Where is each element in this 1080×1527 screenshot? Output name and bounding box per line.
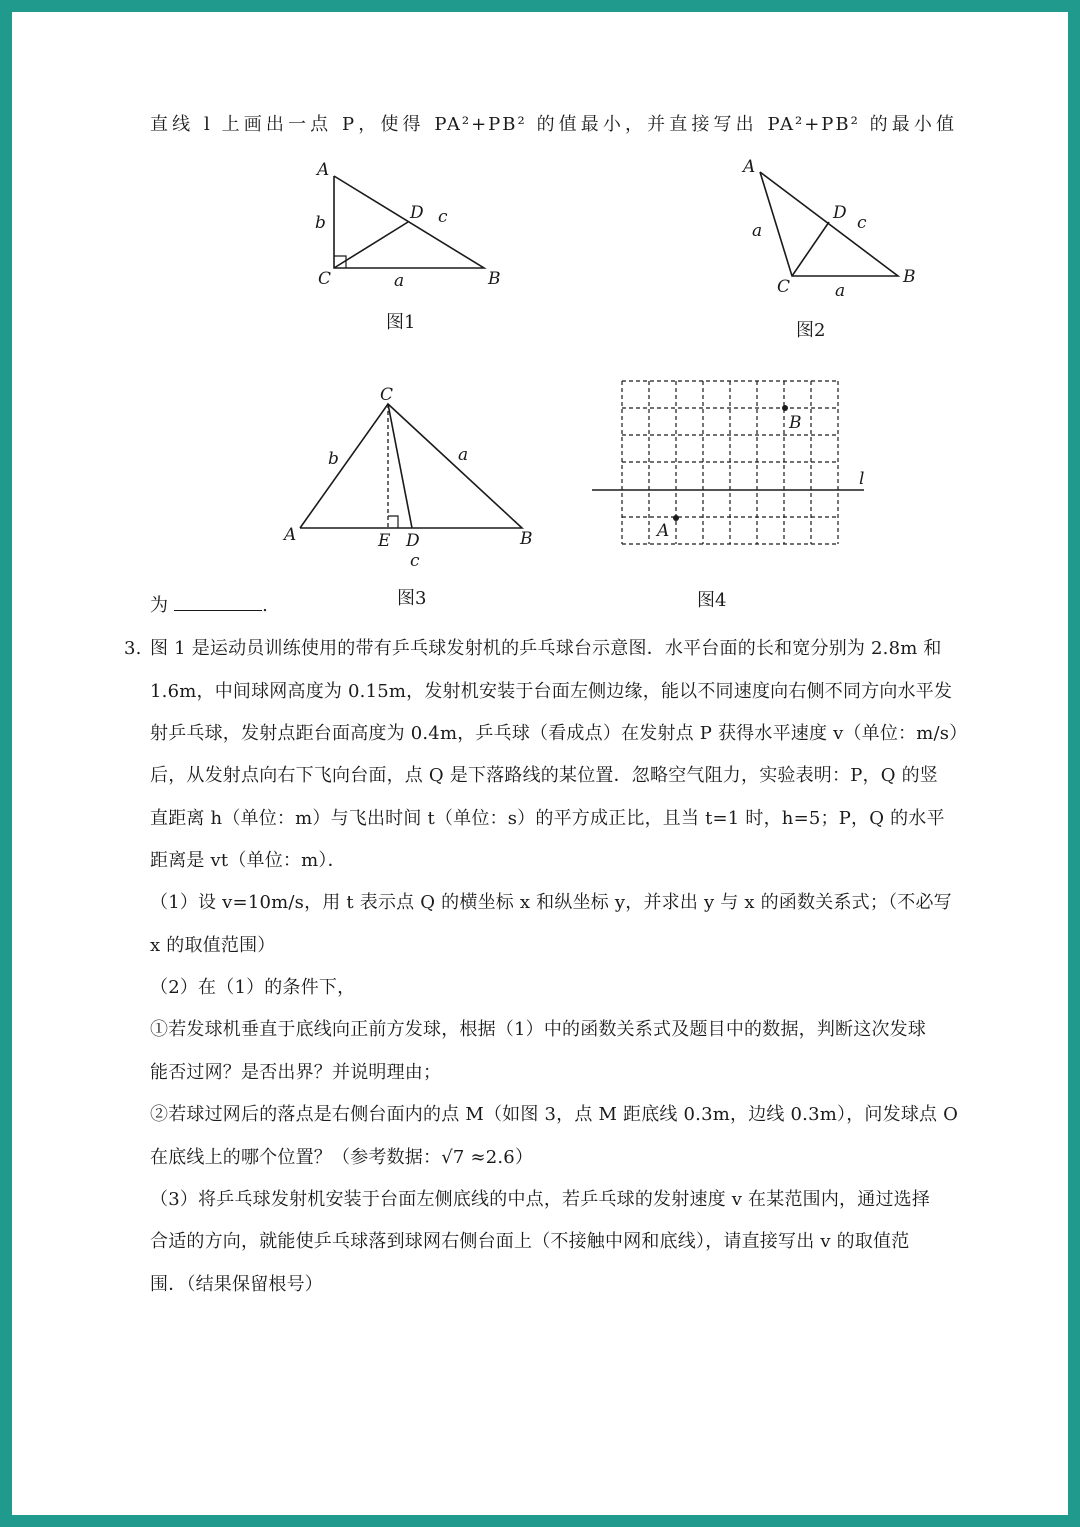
fig3-label-A: A: [284, 525, 297, 545]
fig4-dashed-grid: [622, 381, 838, 544]
fig4-point-A: [673, 515, 679, 521]
figure-1-caption: 图1: [386, 312, 416, 333]
problem3-line-4: 后，从发射点向右下飞向台面，点 Q 是下落路线的某位置．忽略空气阻力，实验表明：P，Q 的竖: [150, 765, 938, 786]
problem2-period: .: [262, 595, 269, 616]
fig4-label-A: A: [657, 521, 670, 541]
problem3-line-16: 围．（结果保留根号）: [150, 1274, 323, 1295]
fig1-label-b: b: [315, 213, 326, 233]
figure-4-grid: [590, 372, 880, 562]
problem3-line-5: 直距离 h（单位：m）与飞出时间 t（单位：s）的平方成正比，且当 t=1 时，h=5；P，Q 的水平: [150, 808, 945, 829]
answer-blank[interactable]: [174, 592, 262, 611]
figure-4-caption: 图4: [697, 590, 727, 611]
fig1-label-B: B: [488, 269, 501, 289]
fig3-label-b: b: [328, 449, 339, 469]
problem3-line-15: 合适的方向，就能使乒乓球落到球网右侧台面上（不接触中网和底线），请直接写出 v 的取值范: [150, 1231, 910, 1252]
problem3-line-11: 能否过网？是否出界？并说明理由；: [150, 1062, 442, 1083]
fig4-label-l: l: [859, 469, 865, 489]
problem3-line-10: ①若发球机垂直于底线向正前方发球，根据（1）中的函数关系式及题目中的数据，判断这次发球: [150, 1019, 927, 1040]
fig2-label-a: a: [752, 221, 763, 241]
fig3-label-E: E: [378, 531, 391, 551]
fig1-label-D: D: [410, 203, 424, 223]
fig3-label-B: B: [520, 529, 533, 549]
figure-1-right-triangle: [300, 150, 530, 300]
fig3-label-c: c: [410, 551, 420, 571]
problem3-line-6: 距离是 vt（单位：m）．: [150, 850, 346, 871]
fig2-label-c: c: [857, 213, 867, 233]
figure-2-caption: 图2: [796, 320, 826, 341]
fig3-label-a: a: [458, 445, 469, 465]
fig2-label-B: B: [903, 267, 916, 287]
fig1-label-a: a: [394, 271, 405, 291]
problem3-line-7: （1）设 v=10m/s，用 t 表示点 Q 的横坐标 x 和纵坐标 y，并求出 y 与 x 的函数关系式；（不必写: [150, 892, 952, 913]
problem2-answer-prefix: 为: [150, 595, 169, 616]
fig3-label-D: D: [406, 531, 420, 551]
fig2-label-D: D: [833, 203, 847, 223]
fig1-label-c: c: [438, 207, 448, 227]
problem3-line-3: 射乒乓球，发射点距台面高度为 0.4m，乒乓球（看成点）在发射点 P 获得水平速度 v（单位：m/s）: [150, 723, 968, 744]
fig2-label-C: C: [777, 277, 791, 297]
problem3-line-13: 在底线上的哪个位置？（参考数据：√7 ≈2.6）: [150, 1147, 534, 1168]
fig1-label-C: C: [318, 269, 332, 289]
fig2-label-a2: a: [835, 281, 846, 301]
problem3-line-9: （2）在（1）的条件下，: [150, 977, 356, 998]
problem2-line-bottom: [150, 592, 956, 619]
figure-3-caption: 图3: [397, 588, 427, 609]
problem3-line-2: 1.6m，中间球网高度为 0.15m，发射机安装于台面左侧边缘，能以不同速度向右侧不同方向水平发: [150, 681, 953, 702]
problem3-line-1: 图 1 是运动员训练使用的带有乒乓球发射机的乒乓球台示意图．水平台面的长和宽分别为 2.8m 和: [150, 638, 942, 659]
problem3-line-14: （3）将乒乓球发射机安装于台面左侧底线的中点，若乒乓球的发射速度 v 在某范围内，通过选择: [150, 1189, 931, 1210]
fig1-label-A: A: [317, 160, 330, 180]
fig4-label-B: B: [789, 413, 802, 433]
problem3-number: 3.: [124, 638, 142, 659]
fig2-label-A: A: [743, 157, 756, 177]
problem3-line-8: x 的取值范围）: [150, 935, 276, 956]
fig4-point-B: [782, 405, 788, 411]
fig3-label-C: C: [380, 385, 394, 405]
figure-2-triangle: [735, 150, 935, 300]
problem2-line-top: 直线 l 上画出一点 P，使得 PA²+PB² 的值最小，并直接写出 PA²+PB² 的最小值: [150, 114, 956, 135]
problem3-line-12: ②若球过网后的落点是右侧台面内的点 M（如图 3，点 M 距底线 0.3m，边线 0.3m），问发球点 O: [150, 1104, 959, 1125]
figure-3-triangle-altitude: [278, 380, 548, 580]
